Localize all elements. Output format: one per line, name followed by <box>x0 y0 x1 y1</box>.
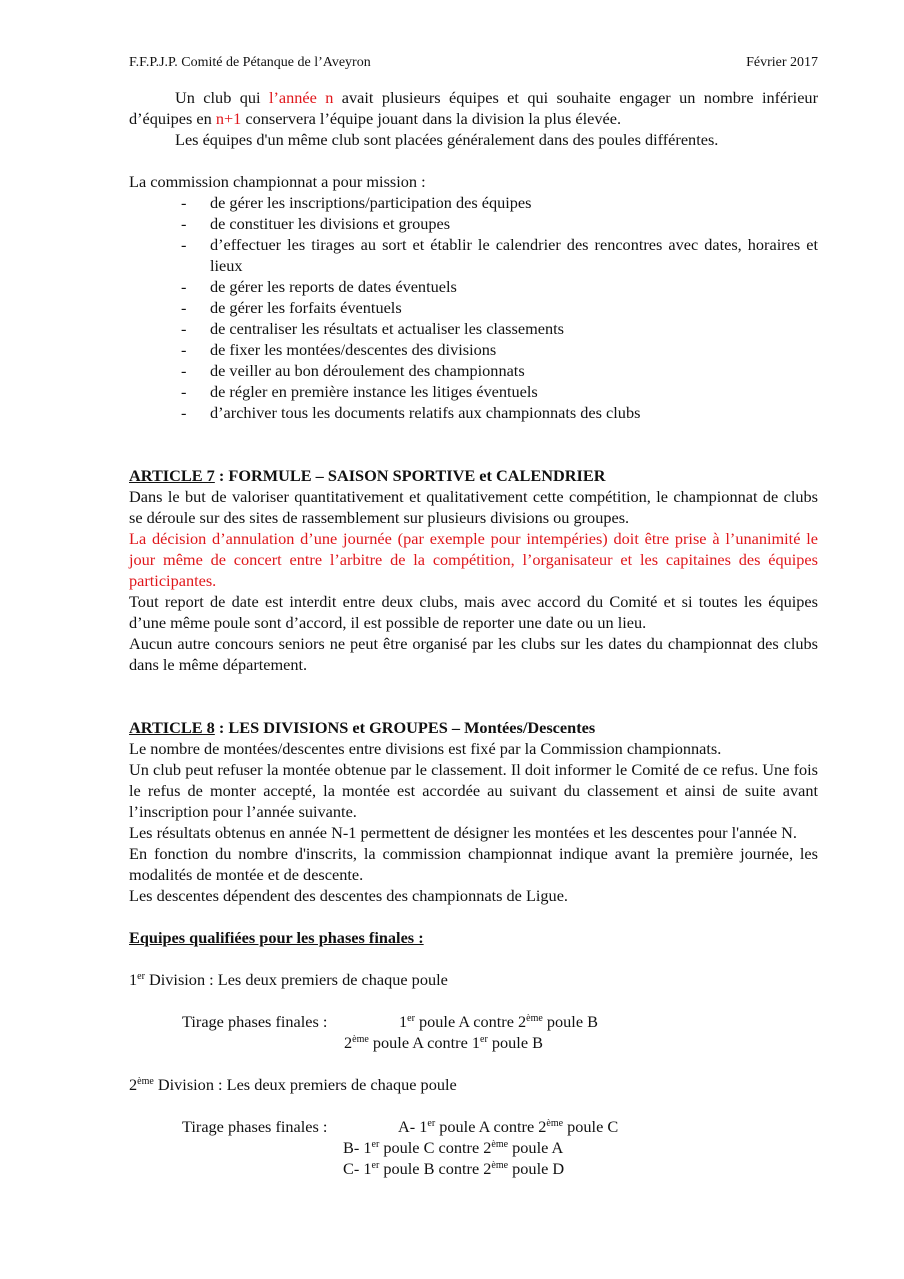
article-8-paragraph-3: Les résultats obtenus en année N-1 permettent de désigner les montées et les descentes pour l'année N. <box>129 823 797 842</box>
division-2-draw-row-2: B- 1er poule C contre 2ème poule A <box>343 1138 564 1157</box>
header-organization: F.F.P.J.P. Comité de Pétanque de l’Aveyron <box>129 55 371 70</box>
list-item: - de gérer les forfaits éventuels <box>181 298 402 317</box>
list-item: - d’effectuer les tirages au sort et établir le calendrier des rencontres avec dates, horaires et lieux <box>181 235 818 275</box>
division-1-title: 1er Division : Les deux premiers de chaque poule <box>129 970 448 989</box>
list-item: - de gérer les reports de dates éventuels <box>181 277 457 296</box>
division-2-draw-row-1: Tirage phases finales : A- 1er poule A contre 2ème poule C <box>182 1117 619 1136</box>
article-8-paragraph-1: Le nombre de montées/descentes entre divisions est fixé par la Commission championnats. <box>129 739 722 758</box>
article-7-paragraph-1: Dans le but de valoriser quantitativement et qualitativement cette compétition, le championnat de clubs se déroule sur des sites de rassemblement sur plusieurs divisions ou groupes. <box>129 487 818 527</box>
article-7-heading: ARTICLE 7 : FORMULE – SAISON SPORTIVE et CALENDRIER <box>129 466 606 485</box>
article-7-paragraph-3: Tout report de date est interdit entre deux clubs, mais avec accord du Comité et si toutes les équipes d’une même poule sont d’accord, il est possible de reporter une date ou un lieu. <box>129 592 818 632</box>
header-date: Février 2017 <box>746 55 818 70</box>
document-body <box>129 87 818 1179</box>
list-item: - de régler en première instance les litiges éventuels <box>181 382 538 401</box>
article-8-paragraph-5: Les descentes dépendent des descentes des championnats de Ligue. <box>129 886 568 905</box>
division-2-draw-row-3: C- 1er poule B contre 2ème poule D <box>343 1159 565 1178</box>
highlight-annee-n: l’année n <box>268 88 334 107</box>
tirage-label: Tirage phases finales : <box>182 1117 328 1136</box>
page-header <box>129 55 818 71</box>
list-item: - de constituer les divisions et groupes <box>181 214 451 233</box>
article-8-paragraph-2: Un club peut refuser la montée obtenue par le classement. Il doit informer le Comité de ce refus. Une fois le refus de monter accepté, la montée est accordée au suivant du classement et ainsi de suite avant l’inscription pour l’année suivante. <box>129 760 818 821</box>
highlight-n-plus-1: n+1 <box>215 109 242 128</box>
division-1-draw-row-2: 2ème poule A contre 1er poule B <box>344 1033 543 1052</box>
mission-title: La commission championnat a pour mission : <box>129 172 426 191</box>
article-8-heading: ARTICLE 8 : LES DIVISIONS et GROUPES – Montées/Descentes <box>129 718 596 737</box>
division-1-draw-row-1: Tirage phases finales : 1er poule A contre 2ème poule B <box>182 1012 598 1031</box>
intro-paragraph: Un club qui l’année n avait plusieurs équipes et qui souhaite engager un nombre inférieur d’équipes en n+1 conservera l’équipe jouant dans la division la plus élevée. <box>129 88 818 128</box>
list-item: - de gérer les inscriptions/participation des équipes <box>181 193 532 212</box>
finals-heading: Equipes qualifiées pour les phases finales : <box>129 928 424 947</box>
article-7-paragraph-2: La décision d’annulation d’une journée (par exemple pour intempéries) doit être prise à l’unanimité le jour même de concert entre l’arbitre de la compétition, l’organisateur et les capitaines des équipes participantes. <box>129 529 818 590</box>
article-7-paragraph-4: Aucun autre concours seniors ne peut être organisé par les clubs sur les dates du championnat des clubs dans le même département. <box>129 634 818 674</box>
mission-list <box>129 192 818 423</box>
tirage-label: Tirage phases finales : <box>182 1012 328 1031</box>
intro-paragraph-2: Les équipes d'un même club sont placées généralement dans des poules différentes. <box>175 130 719 149</box>
article-8-paragraph-4: En fonction du nombre d'inscrits, la commission championnat indique avant la première journée, les modalités de montée et de descente. <box>129 844 818 884</box>
division-2-title: 2ème Division : Les deux premiers de chaque poule <box>129 1075 457 1094</box>
list-item: - de centraliser les résultats et actualiser les classements <box>181 319 564 338</box>
list-item: - de fixer les montées/descentes des divisions <box>181 340 497 359</box>
list-item: - d’archiver tous les documents relatifs aux championnats des clubs <box>181 403 641 422</box>
list-item: - de veiller au bon déroulement des championnats <box>181 361 525 380</box>
